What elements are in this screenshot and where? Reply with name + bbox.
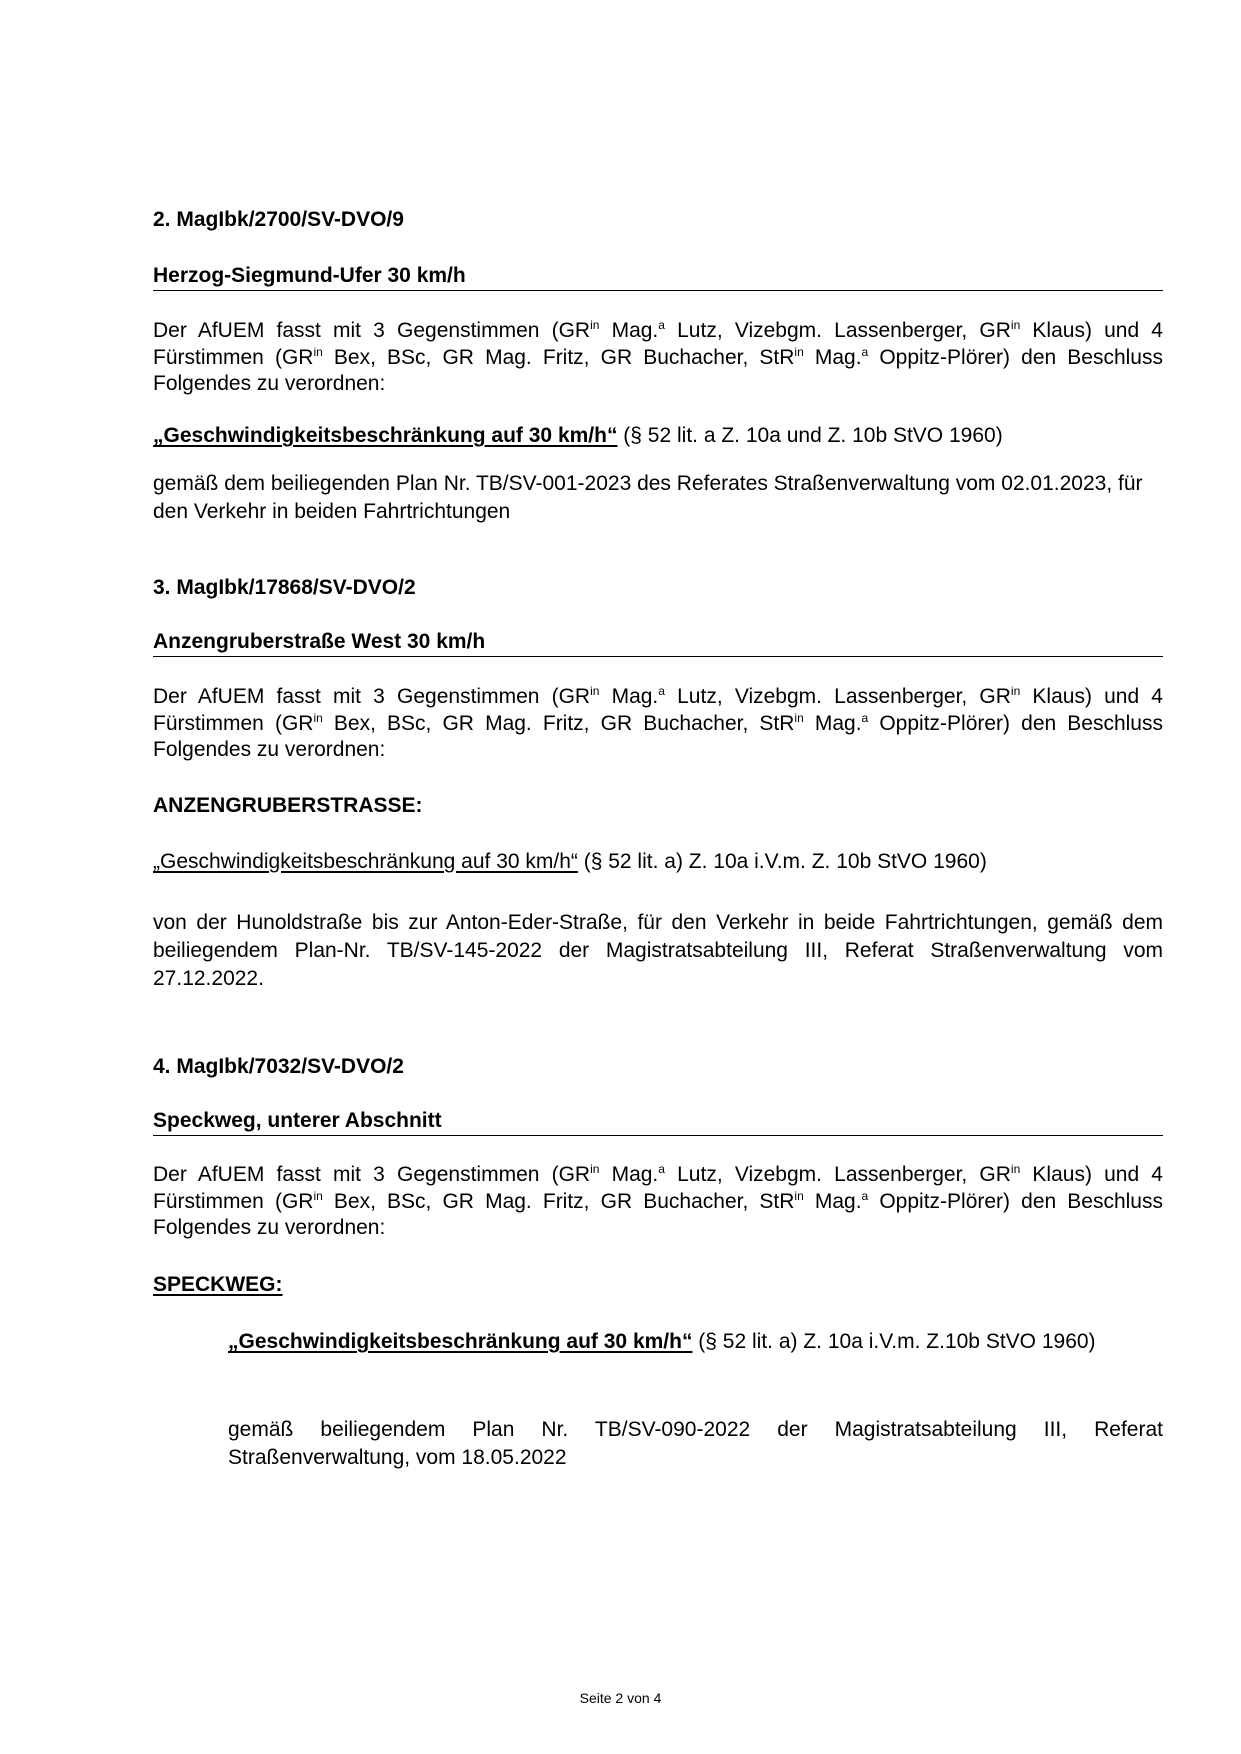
- section-2-measure: „Geschwindigkeitsbeschränkung auf 30 km/h“ (§ 52 lit. a Z. 10a und Z. 10b StVO 1960): [153, 424, 1003, 447]
- section-3-measure: „Geschwindigkeitsbeschränkung auf 30 km/h“ (§ 52 lit. a) Z. 10a i.V.m. Z. 10b StVO 1960): [153, 850, 987, 873]
- section-4-vote: Der AfUEM fasst mit 3 Gegenstimmen ($GR^{in}$ Mag.$^a$ Lutz, Vizebgm. Lassenberger, $GR^{in}$ Klaus) und 4 Fürstimmen ($GR^{in}$ Bex, BSc, GR Mag. Fritz, GR Buchacher, StR$^{in}$ Mag.$^a$ Oppitz-Plörer) den Beschluss Folgendes zu verordnen:: [153, 1162, 1163, 1239]
- section-2-body: gemäß dem beiliegenden Plan Nr. TB/SV-001-2023 des Referates Straßenverwaltung vom 02.01.2023, für den Verkehr in beiden Fahrtrichtungen: [153, 472, 1143, 523]
- section-2-vote: Der AfUEM fasst mit 3 Gegenstimmen ($GR^{in}$ Mag.$^a$ Lutz, Vizebgm. Lassenberger, $GR^{in}$ Klaus) und 4 Fürstimmen ($GR^{in}$ Bex, BSc, GR Mag. Fritz, GR Buchacher, StR$^{in}$ Mag.$^a$ Oppitz-Plörer) den Beschluss Folgendes zu verordnen:: [153, 318, 1163, 395]
- section-4-street: SPECKWEG:: [153, 1273, 283, 1296]
- section-3-street: ANZENGRUBERSTRASSE:: [153, 794, 423, 817]
- section-2-number: 2. MagIbk/2700/SV-DVO/9: [153, 208, 404, 231]
- section-4-number: 4. MagIbk/7032/SV-DVO/2: [153, 1055, 404, 1078]
- section-3-vote: Der AfUEM fasst mit 3 Gegenstimmen ($GR^{in}$ Mag.$^a$ Lutz, Vizebgm. Lassenberger, $GR^{in}$ Klaus) und 4 Fürstimmen ($GR^{in}$ Bex, BSc, GR Mag. Fritz, GR Buchacher, StR$^{in}$ Mag.$^a$ Oppitz-Plörer) den Beschluss Folgendes zu verordnen:: [153, 684, 1163, 761]
- section-2-title: Herzog-Siegmund-Ufer 30 km/h: [153, 264, 1163, 291]
- section-4-body: gemäß beiliegendem Plan Nr. TB/SV-090-2022 der Magistratsabteilung III, Referat Straßenverwaltung, vom 18.05.2022: [228, 1418, 1163, 1469]
- page-footer: Seite 2 von 4: [579, 1690, 662, 1706]
- section-3-body: von der Hunoldstraße bis zur Anton-Eder-Straße, für den Verkehr in beide Fahrtrichtungen, gemäß dem beiliegendem Plan-Nr. TB/SV-145-2022 der Magistratsabteilung III, Referat Straßenverwaltung vom 27.12.2022.: [153, 911, 1163, 990]
- section-4-title: Speckweg, unterer Abschnitt: [153, 1109, 1163, 1136]
- section-4-measure: „Geschwindigkeitsbeschränkung auf 30 km/h“ (§ 52 lit. a) Z. 10a i.V.m. Z.10b StVO 1960): [228, 1330, 1096, 1353]
- section-3-title: Anzengruberstraße West 30 km/h: [153, 630, 1163, 657]
- section-3-number: 3. MagIbk/17868/SV-DVO/2: [153, 576, 416, 599]
